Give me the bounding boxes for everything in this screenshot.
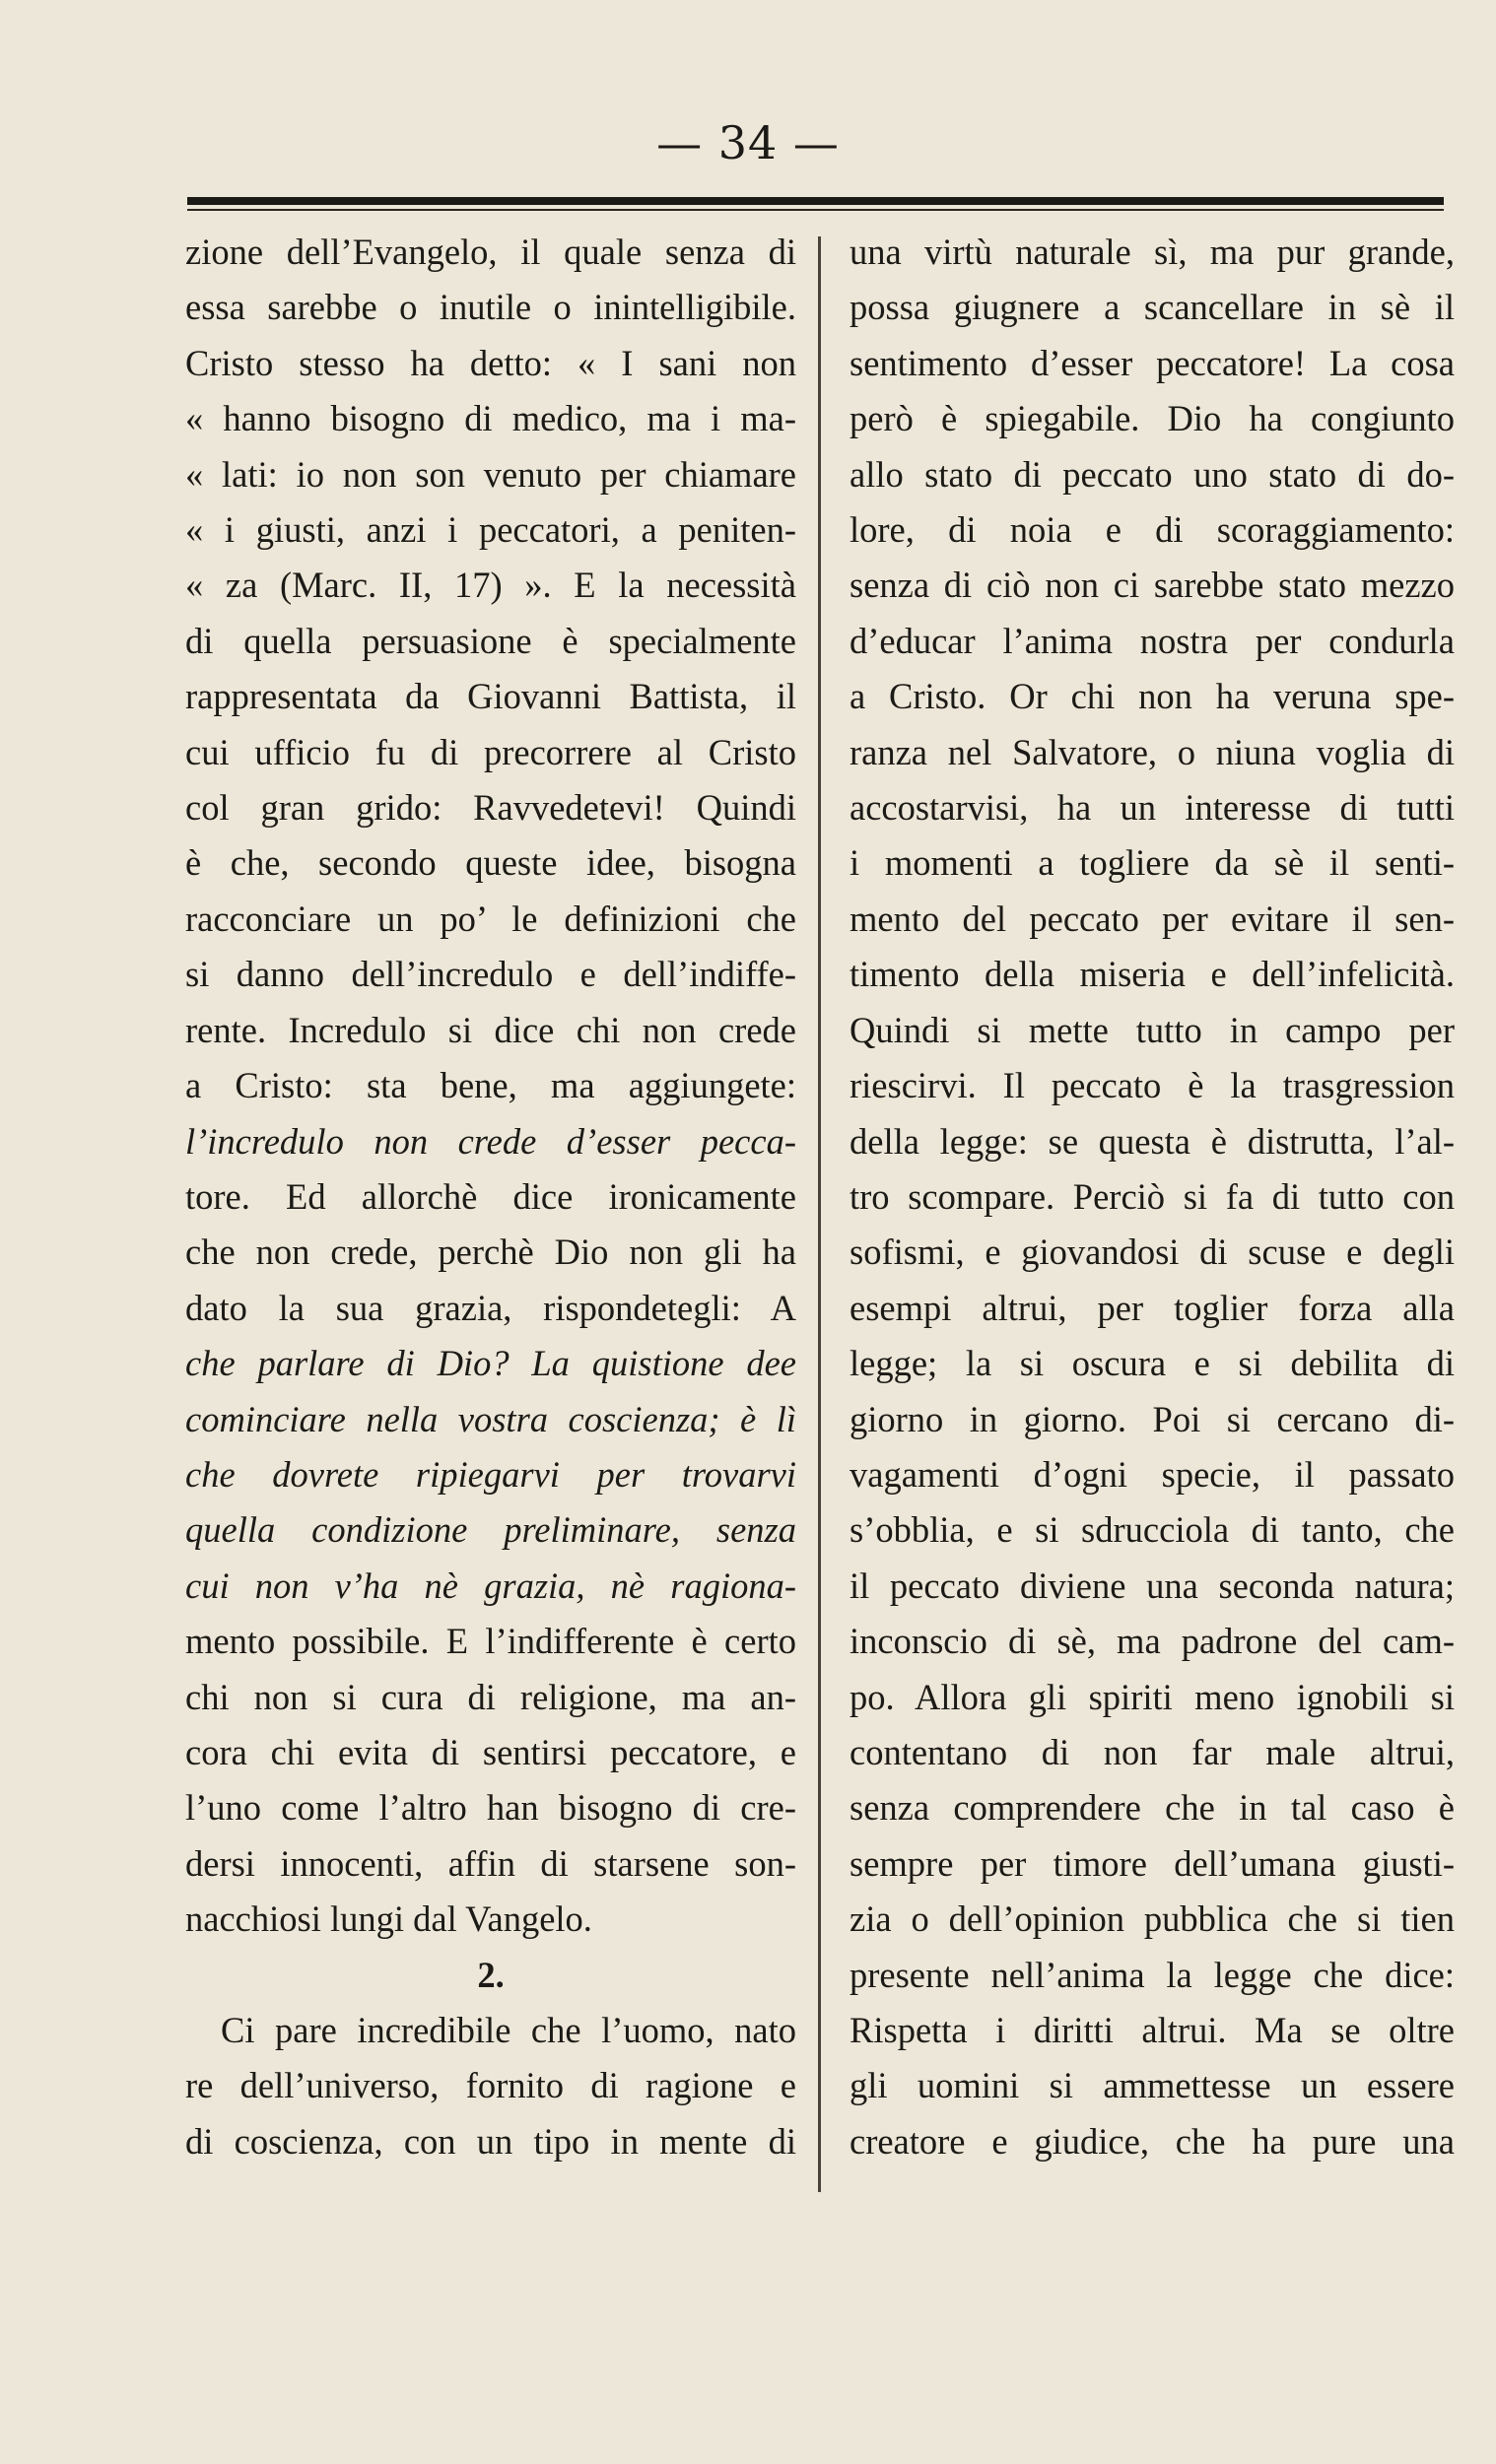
text-line: zione dell’Evangelo, il quale senza di	[185, 232, 796, 272]
column-divider	[818, 236, 821, 2192]
text-line: Quindi si mette tutto in campo per	[850, 1009, 1455, 1050]
header-rule	[187, 197, 1444, 205]
text-line: di quella persuasione è specialmente	[185, 620, 796, 661]
text-line: a Cristo. Or chi non ha veruna spe-	[850, 676, 1455, 717]
left-text-column	[185, 225, 796, 2169]
text-line: creatore e giudice, che ha pure una	[850, 2120, 1455, 2162]
text-line: mento del peccato per evitare il sen-	[850, 898, 1455, 939]
text-line: « za (Marc. II, 17) ». E la necessità	[185, 565, 796, 606]
text-line: giorno in giorno. Poi si cercano di-	[850, 1398, 1455, 1439]
text-line: cora chi evita di sentirsi peccatore, e	[185, 1731, 796, 1772]
text-line: l’uno come l’altro han bisogno di cre-	[185, 1787, 796, 1829]
text-line: legge; la si oscura e si debilita di	[850, 1343, 1455, 1384]
text-line: allo stato di peccato uno stato di do-	[850, 453, 1455, 495]
text-line: presente nell’anima la legge che dice:	[850, 1954, 1455, 1995]
text-line: zia o dell’opinion pubblica che si tien	[850, 1898, 1455, 1940]
text-line: tore. Ed allorchè dice ironicamente	[185, 1175, 796, 1217]
text-line: cui ufficio fu di precorrere al Cristo	[185, 731, 796, 772]
text-line: accostarvisi, ha un interesse di tutti	[850, 787, 1455, 829]
text-line: racconciare un po’ le definizioni che	[185, 898, 796, 939]
text-line: riescirvi. Il peccato è la trasgression	[850, 1065, 1455, 1106]
text-line: quella condizione preliminare, senza	[185, 1509, 796, 1551]
text-line: Cristo stesso ha detto: « I sani non	[185, 342, 796, 383]
text-line: che dovrete ripiegarvi per trovarvi	[185, 1453, 796, 1495]
text-line: però è spiegabile. Dio ha congiunto	[850, 398, 1455, 439]
text-line: dato la sua grazia, rispondetegli: A	[185, 1287, 796, 1328]
text-line: cominciare nella vostra coscienza; è lì	[185, 1398, 796, 1439]
text-line: ranza nel Salvatore, o niuna voglia di	[850, 731, 1455, 772]
text-line: è che, secondo queste idee, bisogna	[185, 842, 796, 884]
text-line: essa sarebbe o inutile o inintelligibile.	[185, 287, 796, 328]
text-line: si danno dell’incredulo e dell’indiffe-	[185, 954, 796, 995]
text-line: il peccato diviene una seconda natura;	[850, 1565, 1455, 1606]
text-line: cui non v’ha nè grazia, nè ragiona-	[185, 1565, 796, 1606]
right-text-column	[850, 225, 1455, 2169]
text-line: l’incredulo non crede d’esser pecca-	[185, 1120, 796, 1162]
text-line: po. Allora gli spiriti meno ignobili si	[850, 1676, 1455, 1717]
text-line: re dell’universo, fornito di ragione e	[185, 2065, 796, 2106]
text-line: sempre per timore dell’umana giusti-	[850, 1842, 1455, 1884]
text-line: tro scompare. Perciò si fa di tutto con	[850, 1175, 1455, 1217]
text-line: contentano di non far male altrui,	[850, 1731, 1455, 1772]
section-number: 2.	[477, 1954, 505, 1995]
text-line: chi non si cura di religione, ma an-	[185, 1676, 796, 1717]
text-line: s’obblia, e si sdrucciola di tanto, che	[850, 1509, 1455, 1551]
text-line: sofismi, e giovandosi di scuse e degli	[850, 1232, 1455, 1273]
text-line: esempi altrui, per toglier forza alla	[850, 1287, 1455, 1328]
text-line: che non crede, perchè Dio non gli ha	[185, 1232, 796, 1273]
text-line: mento possibile. E l’indifferente è certo	[185, 1621, 796, 1662]
text-line: possa giugnere a scancellare in sè il	[850, 287, 1455, 328]
text-line: vagamenti d’ogni specie, il passato	[850, 1453, 1455, 1495]
text-line: a Cristo: sta bene, ma aggiungete:	[185, 1065, 796, 1106]
text-line: di coscienza, con un tipo in mente di	[185, 2120, 796, 2162]
text-line: d’educar l’anima nostra per condurla	[850, 620, 1455, 661]
text-line: senza di ciò non ci sarebbe stato mezzo	[850, 565, 1455, 606]
text-line: inconscio di sè, ma padrone del cam-	[850, 1621, 1455, 1662]
text-line: nacchiosi lungi dal Vangelo.	[185, 1898, 592, 1940]
text-line: Rispetta i diritti altrui. Ma se oltre	[850, 2010, 1455, 2050]
text-line: Ci pare incredibile che l’uomo, nato	[221, 2010, 796, 2050]
text-line: « hanno bisogno di medico, ma i ma-	[185, 398, 796, 439]
page-number: — 34 —	[656, 116, 840, 169]
text-line: i momenti a togliere da sè il senti-	[850, 842, 1455, 884]
text-line: una virtù naturale sì, ma pur grande,	[850, 232, 1455, 272]
text-line: senza comprendere che in tal caso è	[850, 1787, 1455, 1829]
text-line: rappresentata da Giovanni Battista, il	[185, 676, 796, 717]
text-line: sentimento d’esser peccatore! La cosa	[850, 342, 1455, 383]
text-line: della legge: se questa è distrutta, l’al-	[850, 1120, 1455, 1162]
text-line: gli uomini si ammettesse un essere	[850, 2065, 1455, 2106]
text-line: timento della miseria e dell’infelicità.	[850, 954, 1455, 995]
text-line: dersi innocenti, affin di starsene son-	[185, 1842, 796, 1884]
text-line: « i giusti, anzi i peccatori, a peniten-	[185, 509, 796, 551]
text-line: rente. Incredulo si dice chi non crede	[185, 1009, 796, 1050]
text-line: lore, di noia e di scoraggiamento:	[850, 509, 1455, 551]
text-line: col gran grido: Ravvedetevi! Quindi	[185, 787, 796, 829]
text-line: « lati: io non son venuto per chiamare	[185, 453, 796, 495]
text-line: che parlare di Dio? La quistione dee	[185, 1343, 796, 1384]
